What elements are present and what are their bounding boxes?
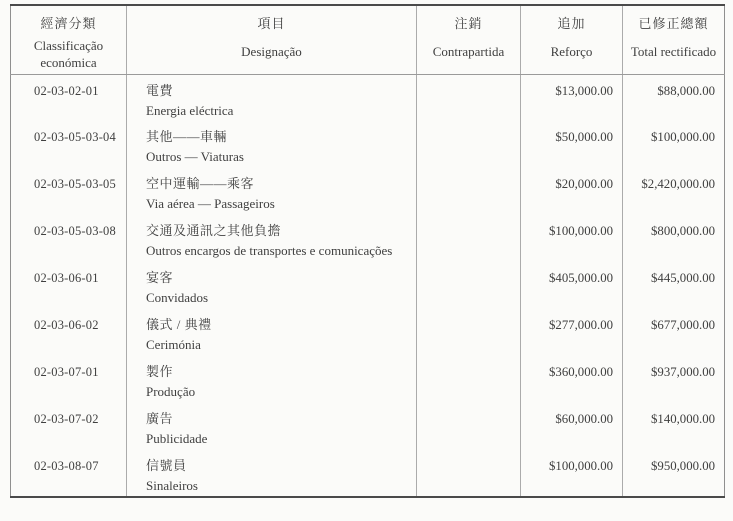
designation-pt: Via aérea — Passageiros <box>146 196 275 211</box>
total-rectificado-value: $800,000.00 <box>623 215 725 262</box>
designation-cell <box>127 74 417 121</box>
contrapartida-value <box>417 450 521 497</box>
contrapartida-value <box>417 309 521 356</box>
designation-pt: Outros — Viaturas <box>146 149 244 164</box>
economic-classification-code: 02-03-05-03-08 <box>34 224 116 238</box>
designation-zh: 交通及通訊之其他負擔 <box>146 223 282 238</box>
designation-zh: 其他——車輛 <box>146 129 228 144</box>
table-row <box>11 309 725 356</box>
designation-zh: 信號員 <box>146 458 187 473</box>
reforco-value: $60,000.00 <box>521 403 623 450</box>
total-rectificado-value: $2,420,000.00 <box>623 168 725 215</box>
designation-pt: Produção <box>146 384 196 399</box>
header-rectified-total-zh: 已修正總額 <box>638 16 709 31</box>
designation-cell <box>127 356 417 403</box>
reforco-value: $360,000.00 <box>521 356 623 403</box>
header-addition-pt: Reforço <box>550 44 593 59</box>
header-designation-pt: Designação <box>241 44 302 59</box>
header-designation-zh: 項目 <box>257 16 286 31</box>
total-rectificado-value: $100,000.00 <box>623 121 725 168</box>
table-row <box>11 215 725 262</box>
header-rectified-total-pt: Total rectificado <box>630 44 717 59</box>
header-economic-classification-zh: 經濟分類 <box>40 16 97 31</box>
table-row <box>11 356 725 403</box>
economic-classification-code: 02-03-07-02 <box>34 412 99 426</box>
table-row <box>11 121 725 168</box>
reforco-value: $20,000.00 <box>521 168 623 215</box>
header-row <box>11 5 725 74</box>
header-cancellation-pt: Contrapartida <box>432 44 505 59</box>
economic-classification-code: 02-03-02-01 <box>34 83 99 98</box>
table-row <box>11 168 725 215</box>
total-rectificado-value: $937,000.00 <box>623 356 725 403</box>
reforco-value: $13,000.00 <box>521 74 623 121</box>
economic-classification-code: 02-03-06-02 <box>34 318 99 332</box>
designation-pt: Cerimónia <box>146 337 201 352</box>
designation-pt: Outros encargos de transportes e comunicações <box>146 243 393 258</box>
designation-cell <box>127 309 417 356</box>
header-rectified-total <box>623 5 725 74</box>
designation-cell <box>127 262 417 309</box>
designation-zh: 空中運輸——乘客 <box>146 176 255 191</box>
header-addition-zh: 追加 <box>557 16 586 31</box>
table-row <box>11 262 725 309</box>
total-rectificado-value: $88,000.00 <box>623 74 725 121</box>
reforco-value: $100,000.00 <box>521 215 623 262</box>
economic-classification-code: 02-03-05-03-04 <box>34 130 116 144</box>
contrapartida-value <box>417 168 521 215</box>
economic-classification-code: 02-03-06-01 <box>34 271 99 285</box>
table-row <box>11 403 725 450</box>
header-designation <box>127 5 417 74</box>
total-rectificado-value: $140,000.00 <box>623 403 725 450</box>
designation-pt: Sinaleiros <box>146 478 198 493</box>
reforco-value: $277,000.00 <box>521 309 623 356</box>
reforco-value: $50,000.00 <box>521 121 623 168</box>
header-economic-classification <box>11 5 127 74</box>
designation-cell <box>127 121 417 168</box>
designation-cell <box>127 168 417 215</box>
designation-zh: 儀式 / 典禮 <box>146 317 212 332</box>
designation-pt: Convidados <box>146 290 209 305</box>
economic-classification-code: 02-03-08-07 <box>34 459 99 473</box>
table-row <box>11 74 725 121</box>
designation-cell <box>127 450 417 497</box>
contrapartida-value <box>417 121 521 168</box>
economic-classification-code: 02-03-05-03-05 <box>34 177 116 191</box>
designation-pt: Energia eléctrica <box>146 102 234 118</box>
budget-rectification-table <box>10 4 725 498</box>
contrapartida-value <box>417 356 521 403</box>
economic-classification-code: 02-03-07-01 <box>34 365 99 379</box>
designation-zh: 製作 <box>146 364 174 379</box>
contrapartida-value <box>417 262 521 309</box>
designation-cell <box>127 215 417 262</box>
header-cancellation-zh: 注銷 <box>454 16 483 31</box>
reforco-value: $405,000.00 <box>521 262 623 309</box>
designation-pt: Publicidade <box>146 431 208 446</box>
designation-zh: 電費 <box>146 82 174 98</box>
contrapartida-value <box>417 215 521 262</box>
designation-zh: 廣告 <box>146 411 174 426</box>
total-rectificado-value: $677,000.00 <box>623 309 725 356</box>
contrapartida-value <box>417 74 521 121</box>
table-body <box>11 74 725 497</box>
designation-zh: 宴客 <box>146 270 174 285</box>
table-row <box>11 450 725 497</box>
header-economic-classification-pt: Classificação económica <box>33 38 104 70</box>
reforco-value: $100,000.00 <box>521 450 623 497</box>
contrapartida-value <box>417 403 521 450</box>
header-cancellation <box>417 5 521 74</box>
total-rectificado-value: $950,000.00 <box>623 450 725 497</box>
total-rectificado-value: $445,000.00 <box>623 262 725 309</box>
designation-cell <box>127 403 417 450</box>
header-addition <box>521 5 623 74</box>
